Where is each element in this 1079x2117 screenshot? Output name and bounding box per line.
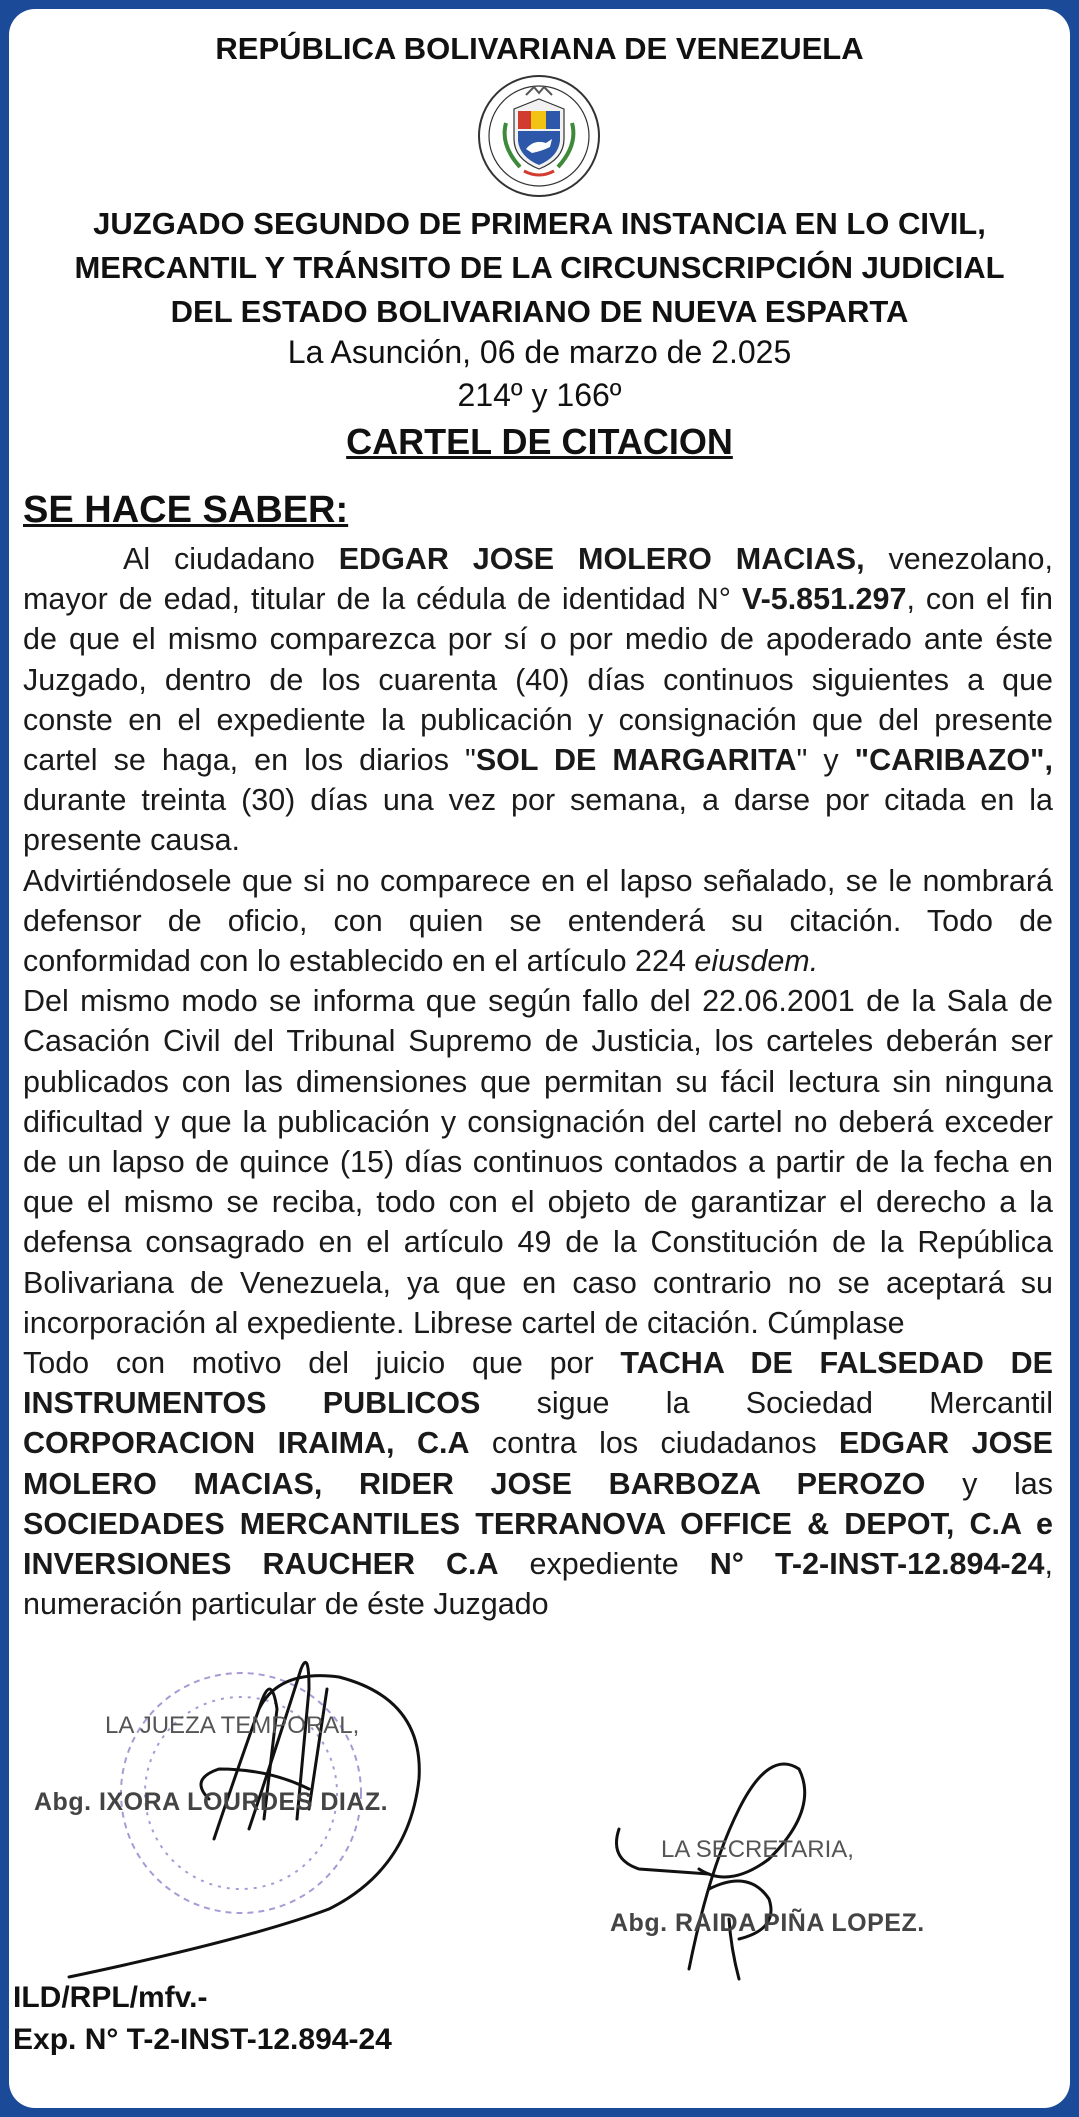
plaintiff-name: CORPORACION IRAIMA, C.A	[23, 1426, 470, 1461]
judge-name: Abg. IXORA LOURDES DIAZ.	[34, 1788, 389, 1816]
text-run: expediente	[498, 1547, 710, 1582]
text-run: durante treinta (30) días una vez por semana, a darse por citada en la presente causa.	[23, 783, 1053, 858]
text-run: , numeración particular de éste Juzgado	[23, 1547, 1053, 1622]
court-line-1: JUZGADO SEGUNDO DE PRIMERA INSTANCIA EN LO CIVIL,	[93, 206, 986, 241]
text-run: , con el fin de que el mismo comparezca por sí o por medio de apoderado ante éste Juzgado, dentro de los cuarenta (40) días continuos siguientes a que conste en el expediente la publicación y consignación que del presente cartel se haga, en los diarios "	[23, 582, 1053, 778]
judge-title: LA JUEZA TEMPORAL,	[105, 1712, 360, 1739]
years-of-independence: 214º y 166º	[457, 377, 622, 413]
newspaper-name: SOL DE MARGARITA	[475, 743, 797, 778]
issue-date: La Asunción, 06 de marzo de 2.025	[287, 334, 792, 370]
text-run: Al ciudadano	[123, 542, 339, 576]
secretary-signature-block	[661, 1836, 854, 1864]
court-line-2: MERCANTIL Y TRÁNSITO DE LA CIRCUNSCRIPCIÓN JUDICIAL	[74, 250, 1005, 285]
text-run: " y	[796, 743, 855, 778]
secretary-title: LA SECRETARIA,	[661, 1836, 854, 1863]
court-line-3: DEL ESTADO BOLIVARIANO DE NUEVA ESPARTA	[170, 294, 909, 329]
document-title: CARTEL DE CITACION	[346, 421, 733, 462]
id-number: V-5.851.297	[741, 582, 907, 617]
judge-signature-icon	[69, 1662, 419, 1977]
footer	[13, 1977, 392, 2061]
italic-term: eiusdem.	[694, 944, 819, 979]
text-run: Todo con motivo del juicio que por	[23, 1346, 621, 1381]
notice-heading: SE HACE SABER:	[23, 489, 349, 531]
paragraph-ruling: Del mismo modo se informa que según fallo del 22.06.2001 de la Sala de Casación Civil del Tribunal Supremo de Justicia, los carteles deberán ser publicados con las dimensiones que permitan su fácil lectura sin ninguna dificultad y que la publicación y consignación del cartel no deberá exceder de un lapso de quince (15) días continuos contados a partir de la fecha en que el mismo se reciba, todo con el objeto de garantizar el derecho a la defensa consagrado en el artículo 49 de la Constitución de la República Bolivariana de Venezuela, ya que en caso contrario no se aceptará su incorporación al expediente. Librese cartel de citación. Cúmplase	[23, 984, 1053, 1340]
case-type: TACHA DE FALSEDAD DE INSTRUMENTOS PUBLICOS	[23, 1346, 1054, 1421]
text-run: y las	[925, 1466, 1053, 1501]
defendants-names: EDGAR JOSE MOLERO MACIAS, RIDER JOSE BARBOZA PEROZO	[23, 1426, 1053, 1501]
company-names: SOCIEDADES MERCANTILES TERRANOVA OFFICE & DEPOT, C.A e INVERSIONES RAUCHER C.A	[23, 1506, 1053, 1582]
text-run: sigue la Sociedad Mercantil	[480, 1386, 1053, 1421]
secretary-name-block	[610, 1909, 925, 1938]
file-number: N° T-2-INST-12.894-24	[709, 1547, 1045, 1582]
citation-poster	[9, 9, 1070, 2108]
text-run: Advirtiéndosele que si no comparece en el lapso señalado, se le nombrará defensor de oficio, con quien se entenderá su citación. Todo de conformidad con lo establecido en el artículo 224	[23, 863, 1053, 979]
cited-person-name: EDGAR JOSE MOLERO MACIAS,	[338, 542, 865, 576]
secretary-name: Abg. RAIDA PIÑA LOPEZ.	[610, 1909, 925, 1937]
judge-signature-block	[105, 1712, 359, 1740]
expediente-number: Exp. N° T-2-INST-12.894-24	[13, 2023, 392, 2056]
republic-heading: REPÚBLICA BOLIVARIANA DE VENEZUELA	[215, 31, 864, 66]
initials: ILD/RPL/mfv.-	[13, 1981, 208, 2014]
judge-name-block	[34, 1788, 388, 1817]
secretary-signature-icon	[617, 1764, 805, 1979]
newspaper-name: "CARIBAZO",	[854, 743, 1053, 778]
text-run: contra los ciudadanos	[469, 1426, 840, 1461]
text-run: venezolano, mayor de edad, titular de la cédula de identidad N°	[23, 542, 1053, 617]
